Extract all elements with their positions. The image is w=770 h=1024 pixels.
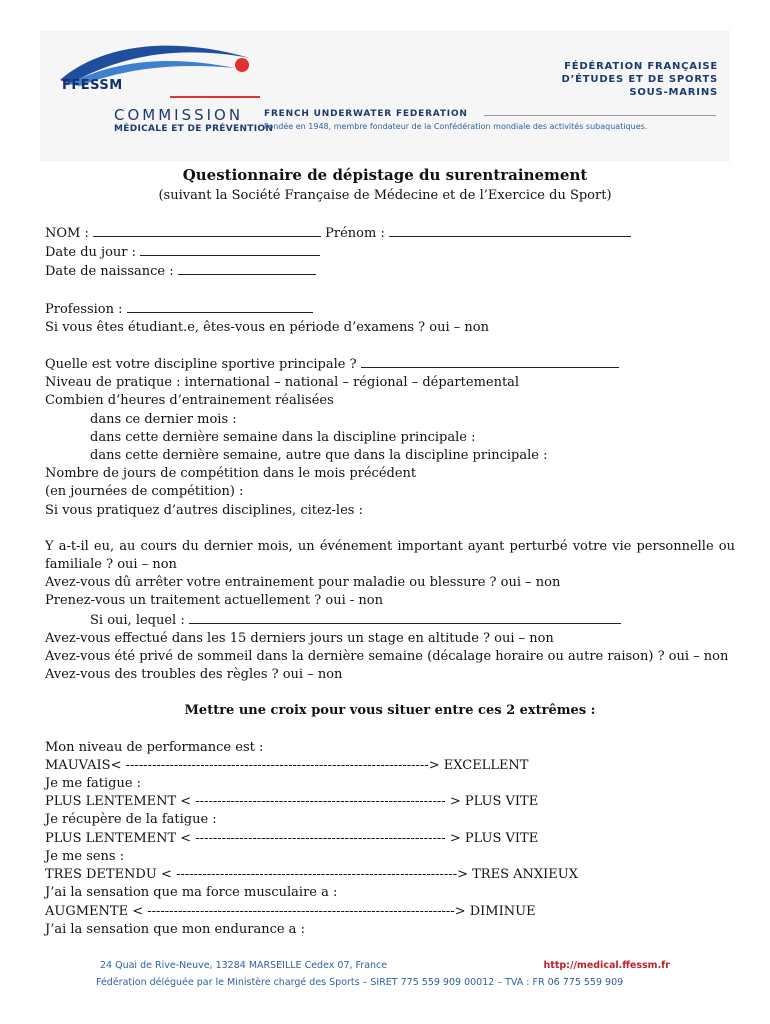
lequel-label: Si oui, lequel : xyxy=(90,612,185,628)
profession-label: Profession : xyxy=(45,301,123,317)
discipline-row xyxy=(45,355,735,374)
federation-line: FÉDÉRATION FRANÇAISE xyxy=(564,61,718,72)
nom-label: NOM : xyxy=(45,226,89,241)
red-divider xyxy=(170,96,260,98)
nom-field[interactable] xyxy=(93,224,321,237)
scale-line[interactable]: TRES DETENDU < ----------------------------------------------------------------> TRES ANXIEUX xyxy=(45,867,578,883)
scale-instructions: Mettre une croix pour vous situer entre ces 2 extrêmes : xyxy=(184,703,596,719)
autres-disciplines-question: Si vous pratiquez d’autres disciplines, citez-les : xyxy=(45,502,363,518)
heures-semaine-principale: dans cette dernière semaine dans la discipline principale : xyxy=(90,429,476,445)
date-naissance-field[interactable] xyxy=(178,262,316,275)
jours-competition-question: Nombre de jours de compétition dans le mois précédent xyxy=(45,466,417,482)
regles-question: Avez-vous des troubles des règles ? oui – non xyxy=(45,667,343,683)
prenom-label: Prénom : xyxy=(325,226,385,241)
questionnaire-body xyxy=(45,224,735,939)
date-naissance-row xyxy=(45,262,735,281)
profession-row xyxy=(45,300,735,319)
federation-line: D’ÉTUDES ET DE SPORTS xyxy=(561,74,718,85)
lequel-field[interactable] xyxy=(189,611,621,624)
letterhead xyxy=(40,30,730,162)
endurance-question: J’ai la sensation que mon endurance a : xyxy=(45,921,305,937)
journees-competition: (en journées de compétition) : xyxy=(45,484,244,500)
discipline-field[interactable] xyxy=(361,355,619,368)
scale-question: Mon niveau de performance est : xyxy=(45,739,264,755)
fuf-label: FRENCH UNDERWATER FEDERATION xyxy=(264,109,468,119)
traitement-question: Prenez-vous un traitement actuellement ? oui - non xyxy=(45,593,383,609)
sommeil-question: Avez-vous été privé de sommeil dans la dernière semaine (décalage horaire ou autre raison) ? oui – non xyxy=(45,649,729,665)
scale-line[interactable]: PLUS LENTEMENT < --------------------------------------------------------- > PLUS VITE xyxy=(45,794,539,810)
commission-label: COMMISSION xyxy=(114,106,244,124)
heures-question: Combien d’heures d’entrainement réalisées xyxy=(45,393,334,409)
name-row xyxy=(45,224,735,243)
federation-name xyxy=(561,60,718,99)
prenom-field[interactable] xyxy=(389,224,631,237)
scale-question: Je me sens : xyxy=(45,848,125,864)
niveau-question: Niveau de pratique : international – national – régional – départemental xyxy=(45,375,520,391)
ffessm-logo-text: FFESSM xyxy=(62,78,123,93)
evenement-question: Y a-t-il eu, au cours du dernier mois, un événement important ayant perturbé votre vie personnelle ou familiale ? oui – non xyxy=(45,538,735,573)
fuf-subtitle: Fondée en 1948, membre fondateur de la Confédération mondiale des activités subaquatiques. xyxy=(264,122,648,131)
scale-line[interactable]: AUGMENTE < ----------------------------------------------------------------------> DIMINUE xyxy=(45,903,536,919)
scale-question: Je me fatigue : xyxy=(45,776,142,792)
heures-mois: dans ce dernier mois : xyxy=(90,411,237,427)
lequel-row xyxy=(45,611,735,630)
scale-question: J’ai la sensation que ma force musculaire a : xyxy=(45,885,338,901)
page-subtitle: (suivant la Société Française de Médecine et de l’Exercice du Sport) xyxy=(158,188,612,203)
fuf-divider xyxy=(484,115,716,116)
date-jour-row xyxy=(45,243,735,262)
footer-federation: Fédération déléguée par le Ministère chargé des Sports – SIRET 775 559 909 00012 – TVA : FR 06 775 559 909 xyxy=(96,977,624,988)
etudiant-question: Si vous êtes étudiant.e, êtes-vous en période d’examens ? oui – non xyxy=(45,319,489,335)
profession-field[interactable] xyxy=(127,300,313,313)
altitude-question: Avez-vous effectué dans les 15 derniers jours un stage en altitude ? oui – non xyxy=(45,630,554,646)
scale-question: Je récupère de la fatigue : xyxy=(45,812,217,828)
scale-line[interactable]: MAUVAIS< ---------------------------------------------------------------------> EXCELLENT xyxy=(45,757,529,773)
footer-address: 24 Quai de Rive-Neuve, 13284 MARSEILLE Cedex 07, France xyxy=(100,960,388,971)
heures-semaine-autre: dans cette dernière semaine, autre que dans la discipline principale : xyxy=(90,448,548,464)
arret-question: Avez-vous dû arrêter votre entrainement pour maladie ou blessure ? oui – non xyxy=(45,575,561,591)
commission-subtitle: MÉDICALE ET DE PRÉVENTION xyxy=(114,124,274,134)
date-naissance-label: Date de naissance : xyxy=(45,264,174,280)
date-jour-field[interactable] xyxy=(140,243,320,256)
federation-line: SOUS-MARINS xyxy=(629,87,718,98)
footer-url-link[interactable]: http://medical.ffessm.fr xyxy=(543,960,670,971)
discipline-label: Quelle est votre discipline sportive principale ? xyxy=(45,357,357,373)
date-jour-label: Date du jour : xyxy=(45,245,137,261)
scale-line[interactable]: PLUS LENTEMENT < --------------------------------------------------------- > PLUS VITE xyxy=(45,830,539,846)
page-title: Questionnaire de dépistage du surentrainement xyxy=(182,166,588,184)
